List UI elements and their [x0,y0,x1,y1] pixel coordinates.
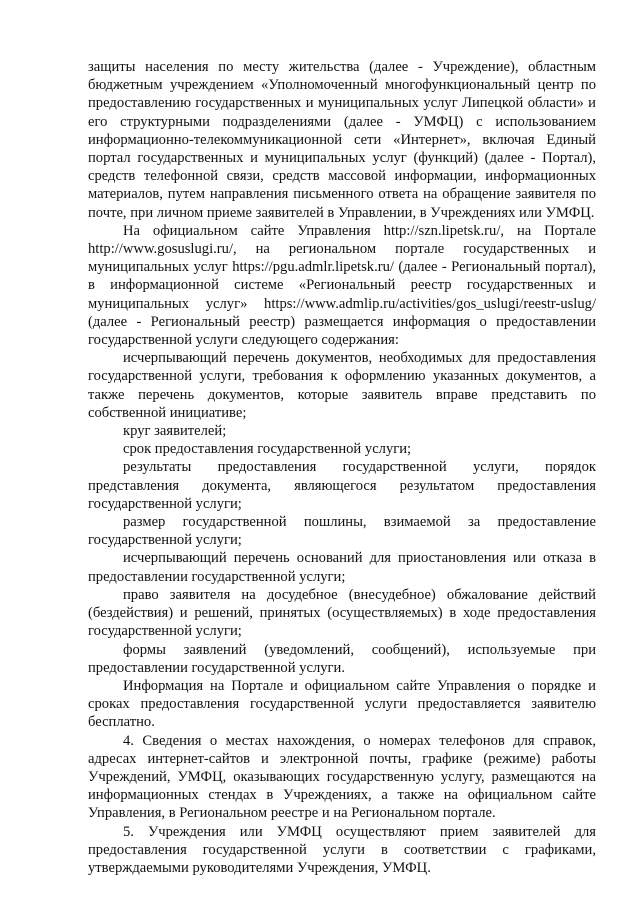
paragraph-free-info: Информация на Портале и официальном сайте Управления о порядке и сроках предоставления государственной услуги предоставляется заявителю бесплатно. [88,677,596,731]
paragraph-section-4: 4. Сведения о местах нахождения, о номерах телефонов для справок, адресах интернет-сайтов и электронной почты, графике (режиме) работы Учреждений, УМФЦ, оказывающих государственную услугу, размещаются на информационных стендах в Учреждениях, а также на официальном сайте Управления, в Региональном реестре и на Региональном портале. [88,732,596,822]
list-item-fee: размер государственной пошлины, взимаемой за предоставление государственной услуги; [88,514,596,549]
paragraph-section-5: 5. Учреждения или УМФЦ осуществляют прием заявителей для предоставления государственной услуги в соответствии с графиками, утверждаемыми руководителями Учреждения, УМФЦ. [88,823,596,876]
list-item-appeal-right: право заявителя на досудебное (внесудебное) обжалование действий (бездействия) и решений, принятых (осуществляемых) в ходе предоставления государственной услуги; [88,586,596,640]
list-item-results: результаты предоставления государственной услуги, порядок представления документа, являющегося результатом предоставления государственной услуги; [88,459,596,512]
paragraph-intro-continuation: защиты населения по месту жительства (далее - Учреждение), областным бюджетным учреждением «Уполномоченный многофункциональный центр по предоставлению государственных и муниципальных услуг Липецкой области» и его структурными подразделениями (далее - УМФЦ) с использованием информационно-телекоммуникационной сети «Интернет», включая Единый портал государственных и муниципальных услуг (функций) (далее - Портал), средств телефонной связи, средств массовой информации, информационных материалов, путем направления письменного ответа на обращение заявителя по почте, при личном приеме заявителей в Управлении, в Учреждениях или УМФЦ. [88,59,596,221]
list-item-refusal-grounds: исчерпывающий перечень оснований для приостановления или отказа в предоставлении государственной услуги; [88,550,596,585]
list-item-applicants: круг заявителей; [123,423,227,440]
list-item-term: срок предоставления государственной услуги; [123,441,412,458]
document-page [88,58,596,877]
list-item-documents: исчерпывающий перечень документов, необходимых для предоставления государственной услуги, требования к оформлению указанных документов, а также перечень документов, которые заявитель вправе представить по собственной инициативе; [88,350,596,421]
list-item-forms: формы заявлений (уведомлений, сообщений), используемые при предоставлении государственной услуги. [88,641,596,676]
paragraph-official-sites: На официальном сайте Управления http://szn.lipetsk.ru/, на Портале http://www.gosuslugi.ru/, на региональном портале государственных и муниципальных услуг https://pgu.admlr.lipetsk.ru/ (далее - Региональный портал), в информационной системе «Региональный реестр государственных и муниципальных услуг» https://www.admlip.ru/activities/gos_uslugi/reestr-uslug/ (далее - Региональный реестр) размещается информация о предоставлении государственной услуги следующего содержания: [88,222,596,349]
